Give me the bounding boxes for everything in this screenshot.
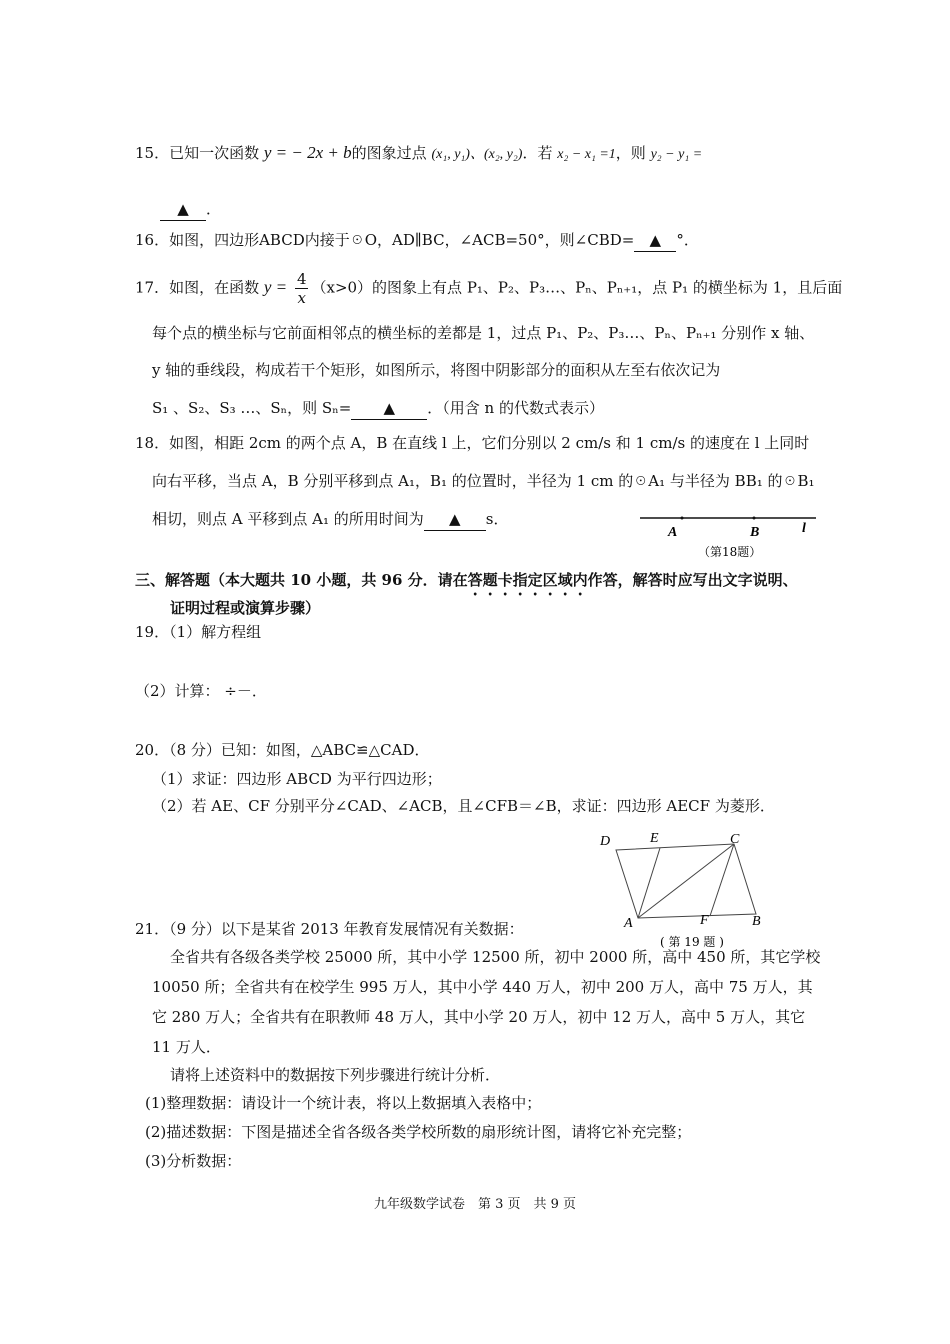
emphasis-text: 答题卡指定区域内	[467, 571, 588, 589]
q15-question: y₂ − y₁ =	[650, 147, 703, 162]
q17-line-4: S₁ 、S₂、S₃ …、Sₙ，则 Sₙ= ▲ ．（用含 n 的代数式表示）	[152, 397, 604, 420]
label-c: C	[730, 832, 740, 847]
q20-line-1: 20．（8 分）已知：如图，△ABC≌△CAD．	[135, 741, 430, 759]
q15-answer-line: ▲ ．	[160, 198, 221, 221]
q18-line-1: 18．如图，相距 2cm 的两个点 A，B 在直线 l 上，它们分别以 2 cm/s 和 1 cm/s 的速度在 l 上同时	[135, 434, 810, 452]
point-b	[753, 517, 756, 520]
label-e: E	[650, 831, 659, 846]
q15-condition: x₂ − x₁ =1	[557, 147, 616, 162]
label-b: B	[750, 525, 760, 540]
q15-points: (x₁, y₁)、(x₂, y₂)	[431, 147, 523, 162]
q16-line: 16．如图，四边形ABCD内接于☉O，AD∥BC，∠ACB=50°，则∠CBD= ▲ °．	[135, 229, 699, 252]
q21-line-9: (3)分析数据：	[145, 1152, 242, 1170]
q21-line-1: 21．（9 分）以下是某省 2013 年教育发展情况有关数据：	[135, 920, 524, 938]
label-d: D	[600, 834, 611, 849]
q18-caption: （第18题）	[698, 545, 762, 559]
q18-line-3: 相切，则点 A 平移到点 A₁ 的所用时间为 ▲ s．	[152, 508, 508, 531]
q20-line-2: （1）求证：四边形 ABCD 为平行四边形；	[152, 770, 442, 788]
q18-answer-blank[interactable]: ▲	[424, 508, 486, 531]
q21-line-2: 全省共有各级各类学校 25000 所，其中小学 12500 所，初中 2000 所，高中 450 所，其它学校	[170, 948, 821, 966]
q20-caption: ( 第 19 题 )	[660, 935, 724, 949]
label-f: F	[700, 913, 709, 928]
q15-line: 15．已知一次函数 y = − 2x + b的图象过点 (x₁, y₁)、(x₂, y₂)．若 x₂ − x₁ =1，则 y₂ − y₁ =	[135, 143, 703, 162]
label-a: A	[668, 525, 678, 540]
q20-line-3: （2）若 AE、CF 分别平分∠CAD、∠ACB，且∠CFB＝∠B，求证：四边形 AECF 为菱形．	[152, 797, 775, 815]
q17-line-1: 17．如图，在函数 y = $\frac{4}{x}$ （x>0）的图象上有点 P₁、P₂、P₃…、Pₙ、Pₙ₊₁，点 P₁ 的横坐标为 1，且后面	[135, 270, 843, 307]
page-footer: 九年级数学试卷 第 3 页 共 9 页	[373, 1197, 577, 1212]
q17-function-y: y =	[263, 277, 288, 297]
section-3-heading: 三、解答题（本大题共 10 小题，共 96 分．请在答题卡指定区域内作答，解答时应写出文字说明、	[135, 571, 798, 589]
label-l: l	[802, 521, 806, 536]
q19-line-1: 19．（1）解方程组	[135, 623, 262, 641]
q19-line-2: （2）计算： ÷－．	[135, 682, 267, 700]
q17-fraction: $\frac{4}{x}$	[296, 270, 307, 307]
q15-answer-blank[interactable]: ▲	[160, 198, 206, 221]
q16-answer-blank[interactable]: ▲	[634, 229, 676, 252]
q17-line-2: 每个点的横坐标与它前面相邻点的横坐标的差都是 1，过点 P₁、P₂、P₃…、Pₙ、Pₙ₊₁ 分别作 x 轴、	[152, 324, 815, 342]
q20-figure	[590, 826, 780, 954]
section-3-heading-2: 证明过程或演算步骤）	[170, 599, 321, 617]
segment-ae	[638, 848, 660, 918]
label-a: A	[624, 916, 633, 931]
q21-line-6: 请将上述资料中的数据按下列步骤进行统计分析．	[170, 1066, 501, 1084]
q18-figure	[630, 508, 830, 564]
point-a	[681, 517, 684, 520]
diagonal-ac	[638, 844, 734, 918]
q18-line-2: 向右平移，当点 A，B 分别平移到点 A₁，B₁ 的位置时，半径为 1 cm 的☉A₁ 与半径为 BB₁ 的☉B₁	[152, 472, 815, 490]
q15-function: y = − 2x + b	[263, 143, 352, 162]
q21-line-3: 10050 所；全省共有在校学生 995 万人，其中小学 440 万人，初中 200 万人，高中 75 万人，其	[152, 978, 813, 996]
q21-line-7: (1)整理数据：请设计一个统计表，将以上数据填入表格中；	[145, 1094, 542, 1112]
label-b: B	[752, 914, 761, 929]
q15-number: 15．	[135, 144, 170, 162]
q17-answer-blank[interactable]: ▲	[351, 397, 427, 420]
q21-line-5: 11 万人．	[152, 1038, 221, 1056]
q16-text: 16．如图，四边形ABCD内接于☉O，AD∥BC，∠ACB=50°，则∠CBD=	[135, 231, 635, 249]
q21-line-4: 它 280 万人；全省共有在职教师 48 万人，其中小学 20 万人，初中 12 万人，高中 5 万人，其它	[152, 1008, 806, 1026]
segment-cf	[710, 844, 734, 916]
q21-line-8: (2)描述数据：下图是描述全省各级各类学校所数的扇形统计图，请将它补充完整；	[145, 1123, 692, 1141]
q17-line-3: y 轴的垂线段，构成若干个矩形，如图所示，将图中阴影部分的面积从左至右依次记为	[152, 361, 721, 379]
